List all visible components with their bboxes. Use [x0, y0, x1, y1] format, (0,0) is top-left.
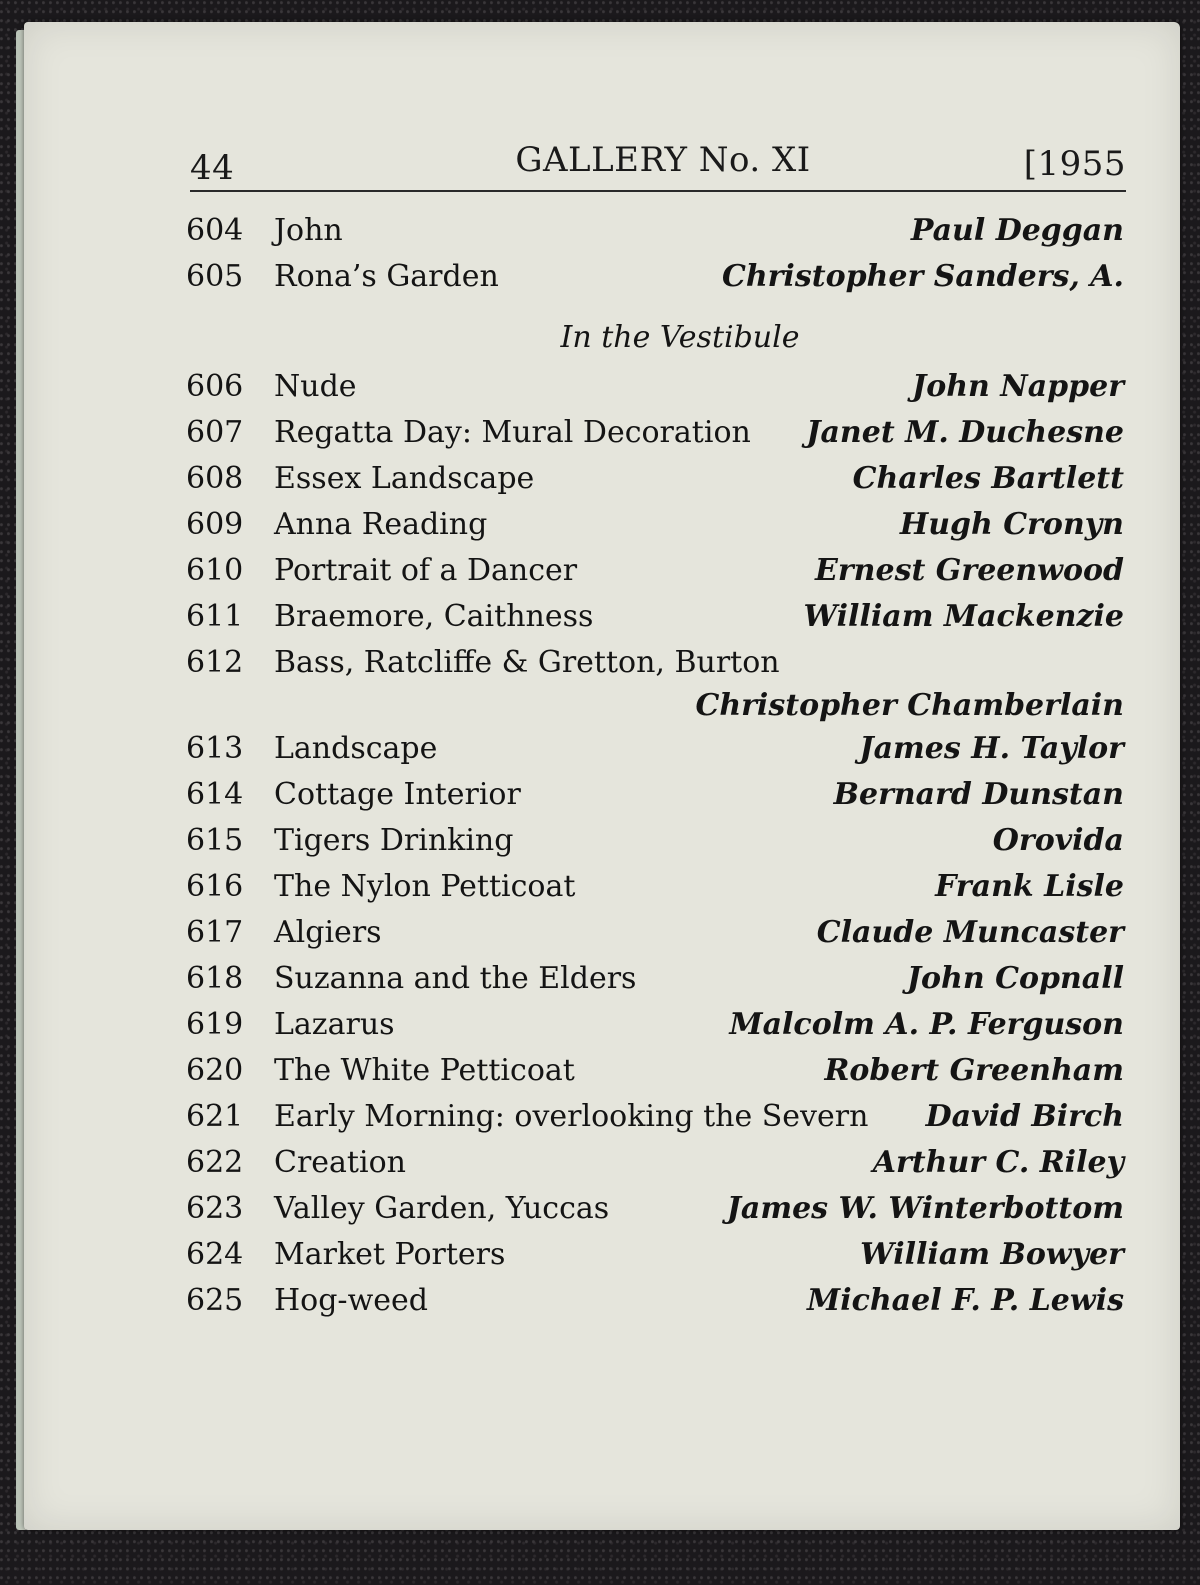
entry-artist: John Napper — [912, 369, 1124, 404]
entry-number: 620 — [186, 1053, 244, 1088]
catalogue-entry-610 — [186, 548, 1134, 594]
entry-artist: Orovida — [992, 823, 1124, 858]
entry-title: Braemore, Caithness — [274, 599, 594, 634]
entry-title: Tigers Drinking — [274, 823, 514, 858]
entry-artist: Frank Lisle — [935, 869, 1124, 904]
entry-title: Hog-weed — [274, 1283, 428, 1318]
entry-number: 623 — [186, 1191, 244, 1226]
catalogue-entry-617 — [186, 910, 1134, 956]
entry-artist: Christopher Chamberlain — [695, 688, 1124, 723]
entry-title: Suzanna and the Elders — [274, 961, 637, 996]
catalogue-entry-611 — [186, 594, 1134, 640]
entry-number: 617 — [186, 915, 244, 950]
entry-number: 616 — [186, 869, 244, 904]
entry-title: Cottage Interior — [274, 777, 521, 812]
entry-artist: Hugh Cronyn — [899, 507, 1124, 542]
entry-number: 622 — [186, 1145, 244, 1180]
entry-title: Lazarus — [274, 1007, 395, 1042]
catalogue-entry-605 — [186, 254, 1134, 300]
entry-title: Market Porters — [274, 1237, 506, 1272]
gallery-title: GALLERY No. XI — [515, 140, 811, 180]
entry-artist: Malcolm A. P. Ferguson — [729, 1007, 1124, 1042]
entry-artist: David Birch — [925, 1099, 1124, 1134]
catalogue-entry-616 — [186, 864, 1134, 910]
entry-number: 625 — [186, 1283, 244, 1318]
entry-artist: Ernest Greenwood — [815, 553, 1124, 588]
entry-title: Landscape — [274, 731, 438, 766]
entry-number: 614 — [186, 777, 244, 812]
entry-title: Regatta Day: Mural Decoration — [274, 415, 751, 450]
entry-artist: Robert Greenham — [824, 1053, 1124, 1088]
year: [1955 — [1023, 144, 1126, 184]
entry-title: Anna Reading — [274, 507, 488, 542]
entry-artist: Charles Bartlett — [852, 461, 1124, 496]
catalogue-entry-609 — [186, 502, 1134, 548]
entry-612-artist-line — [186, 686, 1134, 726]
catalogue-entry-624 — [186, 1232, 1134, 1278]
header-rule — [190, 190, 1126, 192]
catalogue-entry-604 — [186, 208, 1134, 254]
entry-artist: Arthur C. Riley — [872, 1145, 1124, 1180]
catalogue-entry-615 — [186, 818, 1134, 864]
entry-artist: Michael F. P. Lewis — [807, 1283, 1124, 1318]
entry-number: 610 — [186, 553, 244, 588]
entry-artist: James W. Winterbottom — [726, 1191, 1124, 1226]
entry-title: Essex Landscape — [274, 461, 535, 496]
page-number: 44 — [190, 148, 235, 188]
entry-number: 624 — [186, 1237, 244, 1272]
entry-number: 621 — [186, 1099, 244, 1134]
entry-title: Algiers — [274, 915, 382, 950]
entry-number: 611 — [186, 599, 244, 634]
entry-number: 612 — [186, 645, 244, 680]
entry-number: 605 — [186, 259, 244, 294]
entry-title: Valley Garden, Yuccas — [274, 1191, 610, 1226]
running-head — [190, 140, 1136, 190]
entry-number: 615 — [186, 823, 244, 858]
entry-number: 619 — [186, 1007, 244, 1042]
catalogue-entry-619 — [186, 1002, 1134, 1048]
entry-number: 608 — [186, 461, 244, 496]
entry-list — [186, 208, 1134, 1324]
entry-artist: Christopher Sanders, A. — [721, 259, 1124, 294]
entry-number: 606 — [186, 369, 244, 404]
entry-artist: Paul Deggan — [910, 213, 1124, 248]
catalogue-entry-620 — [186, 1048, 1134, 1094]
catalogue-entry-612 — [186, 640, 1134, 686]
entry-artist: James H. Taylor — [859, 731, 1124, 766]
entry-artist: William Bowyer — [860, 1237, 1124, 1272]
catalogue-entry-607 — [186, 410, 1134, 456]
entry-number: 618 — [186, 961, 244, 996]
entry-artist: William Mackenzie — [803, 599, 1124, 634]
entry-title: Early Morning: overlooking the Severn — [274, 1099, 869, 1134]
entry-title: Nude — [274, 369, 357, 404]
entry-title: Portrait of a Dancer — [274, 553, 578, 588]
entry-artist: John Copnall — [906, 961, 1124, 996]
catalogue-entry-608 — [186, 456, 1134, 502]
section-heading: In the Vestibule — [560, 320, 800, 355]
entry-number: 604 — [186, 213, 244, 248]
entry-title: Creation — [274, 1145, 406, 1180]
catalogue-entry-623 — [186, 1186, 1134, 1232]
catalogue-entry-613 — [186, 726, 1134, 772]
entry-artist: Bernard Dunstan — [833, 777, 1124, 812]
entry-number: 607 — [186, 415, 244, 450]
entry-artist: Janet M. Duchesne — [806, 415, 1124, 450]
catalogue-entry-618 — [186, 956, 1134, 1002]
entry-artist: Claude Muncaster — [816, 915, 1124, 950]
catalogue-entry-622 — [186, 1140, 1134, 1186]
entry-number: 613 — [186, 731, 244, 766]
catalogue-entry-606 — [186, 364, 1134, 410]
entry-title: The White Petticoat — [274, 1053, 575, 1088]
catalogue-entry-625 — [186, 1278, 1134, 1324]
entry-title: Bass, Ratcliffe & Gretton, Burton — [274, 645, 780, 680]
entry-number: 609 — [186, 507, 244, 542]
entry-title: Rona’s Garden — [274, 259, 499, 294]
catalogue-entry-614 — [186, 772, 1134, 818]
entry-title: The Nylon Petticoat — [274, 869, 576, 904]
entry-title: John — [274, 213, 343, 248]
catalogue-entry-621 — [186, 1094, 1134, 1140]
